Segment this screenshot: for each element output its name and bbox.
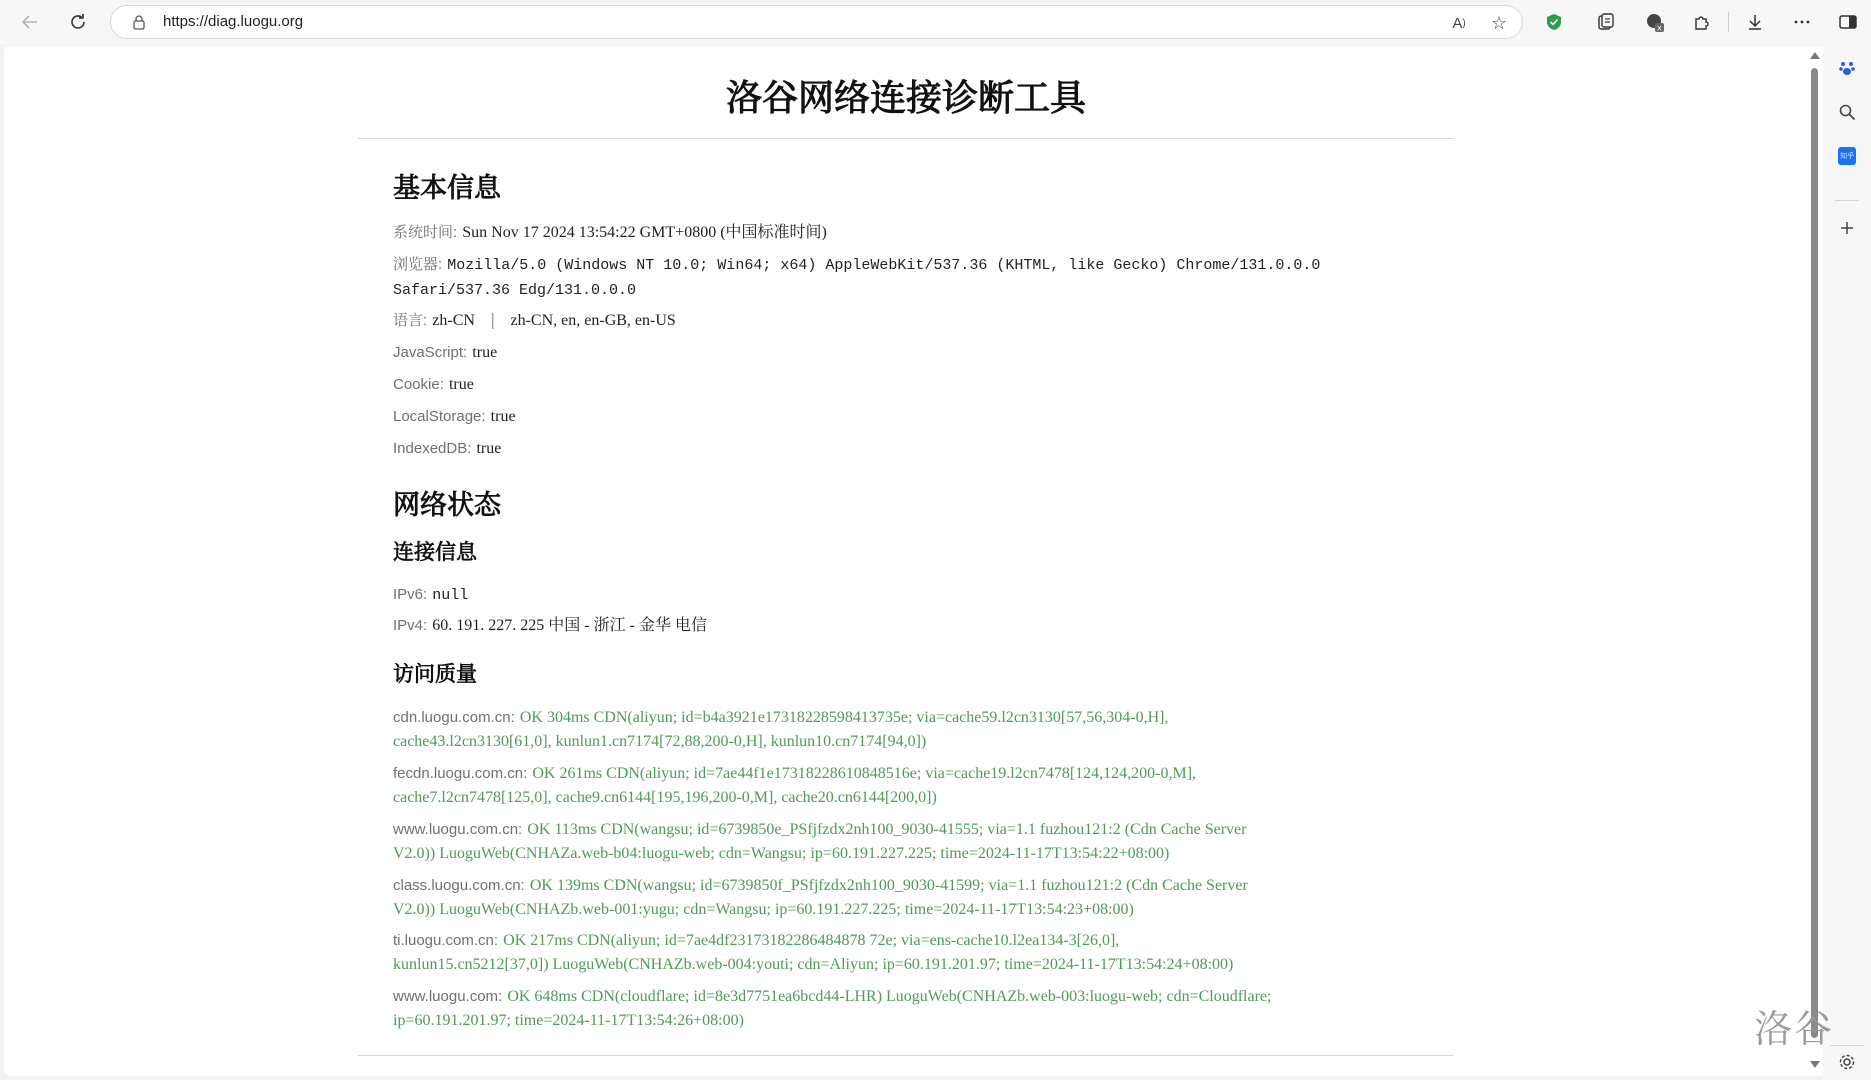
indexeddb-value: true <box>476 440 502 457</box>
cookie-row <box>393 372 1403 396</box>
shield-icon[interactable] <box>1538 6 1570 38</box>
quality-result-line-2: kunlun15.cn5212[37,0]) LuoguWeb(CNHAZb.web-004:youti; cdn=Aliyun; ip=60.191.201.97; time=2024-11-17T13:54:24+08:00) <box>393 956 1234 973</box>
indexeddb-label: IndexedDB: <box>393 440 472 457</box>
luogu-watermark: 洛谷 <box>1754 1007 1835 1051</box>
cookie-value: true <box>448 376 474 393</box>
address-bar[interactable] <box>110 5 1523 39</box>
quality-result-row <box>393 928 1403 976</box>
search-icon[interactable] <box>1835 100 1859 124</box>
system-time-label: 系统时间: <box>393 224 458 241</box>
extensions-puzzle-icon[interactable] <box>1686 6 1718 38</box>
url-text[interactable]: https://diag.luogu.org <box>163 13 304 30</box>
quality-result-line-1: OK 261ms CDN(aliyun; id=7ae44f1e17318228610848516e; via=cache19.l2cn7478[124,124,200-0,M], <box>532 765 1197 782</box>
back-icon[interactable] <box>14 6 46 38</box>
collections-icon[interactable] <box>1590 6 1622 38</box>
quality-result-line-1: OK 139ms CDN(wangsu; id=6739850f_PSfjfzdx2nh100_9030-41599; via=1.1 fuzhou121:2 (Cdn Cache Server <box>529 877 1248 894</box>
download-icon[interactable] <box>1739 6 1771 38</box>
scroll-up-arrow[interactable] <box>1810 52 1820 59</box>
quality-host: ti.luogu.com.cn: <box>393 932 499 949</box>
language-value: zh-CN <box>432 312 475 329</box>
localstorage-value: true <box>490 408 516 425</box>
baidu-paw-icon[interactable] <box>1835 56 1859 80</box>
read-aloud-icon[interactable]: A ) <box>1452 14 1466 32</box>
basic-info-heading: 基本信息 <box>393 173 501 204</box>
quality-result-line-1: OK 648ms CDN(cloudflare; id=8e3d7751ea6bcd44-LHR) LuoguWeb(CNHAZb.web-003:luogu-web; cdn=Cloudflare; <box>507 988 1272 1005</box>
footer-divider <box>358 1055 1454 1056</box>
quality-host: class.luogu.com.cn: <box>393 877 525 894</box>
quality-result-line-1: OK 304ms CDN(aliyun; id=b4a3921e17318228598413735e; via=cache59.l2cn3130[57,56,304-0,H], <box>519 709 1169 726</box>
quality-result-row <box>393 873 1403 921</box>
quality-result-row <box>393 984 1403 1032</box>
ipv6-value: null <box>432 587 469 604</box>
quality-result-line-2: V2.0)) LuoguWeb(CNHAZa.web-b04:luogu-web; cdn=Wangsu; ip=60.191.227.225; time=2024-11-17T13:54:22+08:00) <box>393 845 1170 862</box>
quality-host: cdn.luogu.com.cn: <box>393 709 515 726</box>
ipv4-row <box>393 613 1403 637</box>
browser-row <box>393 252 1403 302</box>
browser-toolbar <box>0 0 1871 44</box>
extension-icon[interactable] <box>1639 6 1671 38</box>
localstorage-row <box>393 404 1403 428</box>
ipv4-value: 60. 191. 227. 225 中国 - 浙江 - 金华 电信 <box>432 617 707 634</box>
sidebar-divider <box>1835 188 1859 212</box>
scroll-thumb[interactable] <box>1811 68 1818 1038</box>
page-viewport <box>4 46 1823 1076</box>
access-quality-heading: 访问质量 <box>393 662 477 686</box>
browser-sidebar <box>1823 44 1871 1080</box>
lock-icon[interactable] <box>131 14 147 30</box>
system-time-value: Sun Nov 17 2024 13:54:22 GMT+0800 (中国标准时间) <box>462 224 827 241</box>
localstorage-label: LocalStorage: <box>393 408 486 425</box>
javascript-value: true <box>472 344 498 361</box>
zhihu-icon[interactable] <box>1835 144 1859 168</box>
language-row <box>393 308 1403 332</box>
indexeddb-row <box>393 436 1403 460</box>
page-title: 洛谷网络连接诊断工具 <box>725 78 1086 119</box>
quality-result-line-2: cache7.l2cn7478[125,0], cache9.cn6144[195,196,200-0,M], cache20.cn6144[200,0]) <box>393 789 937 806</box>
javascript-label: JavaScript: <box>393 344 468 361</box>
favorite-star-icon[interactable]: ☆ <box>1490 12 1508 34</box>
network-status-heading: 网络状态 <box>393 490 501 521</box>
toolbar-divider <box>1728 12 1729 32</box>
quality-host: www.luogu.com.cn: <box>393 821 523 838</box>
refresh-icon[interactable] <box>62 6 94 38</box>
svg-text:x: x <box>1657 23 1662 33</box>
sidebar-toggle-icon[interactable] <box>1832 6 1864 38</box>
settings-gear-icon[interactable] <box>1835 1050 1859 1074</box>
quality-result-row <box>393 705 1403 753</box>
connection-info-heading: 连接信息 <box>393 540 477 564</box>
quality-result-line-2: V2.0)) LuoguWeb(CNHAZb.web-001:yugu; cdn=Wangsu; ip=60.191.227.225; time=2024-11-17T13:54:23+08:00) <box>393 901 1134 918</box>
language-list: zh-CN, en, en-GB, en-US <box>510 312 676 329</box>
browser-value-line-2: Safari/537.36 Edg/131.0.0.0 <box>393 282 637 299</box>
cookie-label: Cookie: <box>393 376 444 393</box>
ipv4-label: IPv4: <box>393 617 428 634</box>
javascript-row <box>393 340 1403 364</box>
quality-host: www.luogu.com: <box>393 988 503 1005</box>
quality-result-row <box>393 817 1403 865</box>
page-scrollbar[interactable] <box>1806 46 1823 1076</box>
title-divider <box>358 138 1454 139</box>
more-icon[interactable] <box>1786 6 1818 38</box>
language-separator: | <box>490 310 496 329</box>
quality-result-line-2: ip=60.191.201.97; time=2024-11-17T13:54:26+08:00) <box>393 1012 744 1029</box>
quality-result-line-2: cache43.l2cn3130[61,0], kunlun1.cn7174[72,88,200-0,H], kunlun10.cn7174[94,0]) <box>393 733 927 750</box>
ipv6-label: IPv6: <box>393 586 428 603</box>
browser-value-line-1: Mozilla/5.0 (Windows NT 10.0; Win64; x64) AppleWebKit/537.36 (KHTML, like Gecko) Chrome/131.0.0.0 <box>447 257 1321 274</box>
add-icon[interactable] <box>1835 216 1859 240</box>
system-time-row <box>393 220 1403 244</box>
quality-result-line-1: OK 113ms CDN(wangsu; id=6739850e_PSfjfzdx2nh100_9030-41555; via=1.1 fuzhou121:2 (Cdn Cache Server <box>527 821 1247 838</box>
ipv6-row <box>393 582 1403 607</box>
zhihu-label: 知乎 <box>1838 147 1856 165</box>
quality-host: fecdn.luogu.com.cn: <box>393 765 528 782</box>
browser-label: 浏览器: <box>393 256 443 273</box>
scroll-down-arrow[interactable] <box>1810 1061 1820 1068</box>
quality-result-row <box>393 761 1403 809</box>
language-label: 语言: <box>393 312 428 329</box>
quality-result-line-1: OK 217ms CDN(aliyun; id=7ae4df23173182286484878 72e; via=ens-cache10.l2ea134-3[26,0], <box>503 932 1120 949</box>
